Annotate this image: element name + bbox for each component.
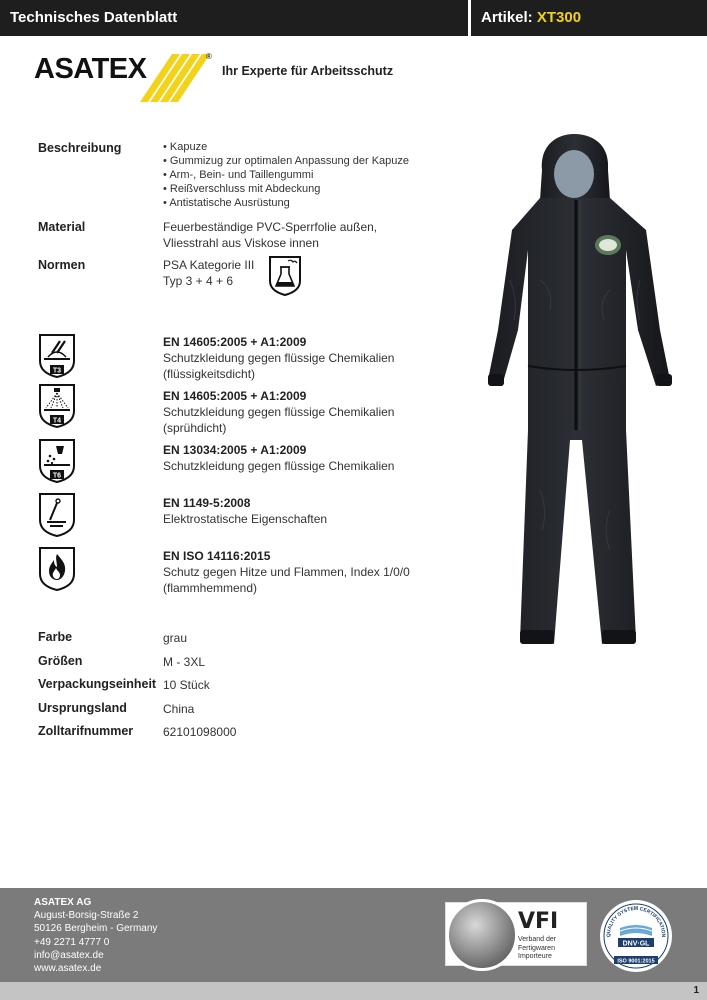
logo-stripes-icon <box>140 54 210 102</box>
material-line: Feuerbeständige PVC-Sperrfolie außen, <box>163 220 378 234</box>
email-link[interactable]: info@asatex.de <box>34 949 104 961</box>
type-badge: T3 <box>52 367 62 375</box>
cert-desc-line: Elektrostatische Eigenschaften <box>163 512 328 526</box>
spec-label: Verpackungseinheit <box>38 677 157 691</box>
type-badge: T4 <box>52 417 62 425</box>
footer <box>0 888 707 982</box>
phone-number: +49 2271 4777 0 <box>34 936 110 948</box>
cert-desc-line: (flammhemmend) <box>163 581 258 595</box>
description-item: • Gummizug zur optimalen Anpassung der Kapuze <box>163 154 409 168</box>
dnv-top-text: QUALITY SYSTEM CERTIFICATION <box>605 906 667 938</box>
label-beschreibung: Beschreibung <box>38 141 122 155</box>
cert-description <box>163 511 327 527</box>
description-item: • Arm-, Bein- und Taillengummi <box>163 168 409 182</box>
spec-value: grau <box>163 631 188 645</box>
cert-description <box>163 458 394 474</box>
cert-desc-line: Schutzkleidung gegen flüssige Chemikalien <box>163 405 395 419</box>
address-city: 50126 Bergheim - Germany <box>34 923 158 935</box>
vfi-line: Verband der <box>518 936 557 943</box>
article-code: XT300 <box>536 9 582 26</box>
label-material: Material <box>38 220 86 234</box>
address-street: August-Borsig-Straße 2 <box>34 910 139 922</box>
page-footer-bar <box>0 982 707 1000</box>
vfi-wordmark: VFI <box>518 909 559 934</box>
cert-title: EN 13034:2005 + A1:2009 <box>163 443 307 457</box>
type-badge: T6 <box>52 472 62 480</box>
cert-title: EN ISO 14116:2015 <box>163 549 271 563</box>
vfi-description <box>518 936 556 962</box>
tagline: Ihr Experte für Arbeitsschutz <box>222 64 394 78</box>
type4-spray-icon <box>38 383 76 429</box>
coverall-product-image <box>470 130 690 670</box>
vfi-line: Importeure <box>518 953 552 960</box>
dnv-certification-seal <box>598 898 674 974</box>
cert-desc-line: Schutzkleidung gegen flüssige Chemikalien <box>163 351 395 365</box>
electrostatic-icon <box>38 492 76 538</box>
cert-title: EN 1149-5:2008 <box>163 496 251 510</box>
website-link[interactable]: www.asatex.de <box>34 963 102 975</box>
asatex-logo <box>34 50 214 105</box>
spec-label: Größen <box>38 654 83 668</box>
spec-value: 62101098000 <box>163 725 237 739</box>
cert-title: EN 14605:2005 + A1:2009 <box>163 335 307 349</box>
description-item: • Reißverschluss mit Abdeckung <box>163 182 409 196</box>
dnv-name: DNV·GL <box>622 940 650 948</box>
material-value <box>163 219 377 251</box>
normen-value <box>163 257 254 289</box>
cert-description <box>163 404 394 436</box>
page-number: 1 <box>693 985 699 996</box>
type6-splash-icon <box>38 438 76 484</box>
type3-chemical-icon <box>38 333 76 379</box>
header-bar <box>0 0 707 36</box>
spec-label: Farbe <box>38 630 73 644</box>
cert-title: EN 14605:2005 + A1:2009 <box>163 389 307 403</box>
document-title: Technisches Datenblatt <box>10 9 178 26</box>
normen-line: PSA Kategorie III <box>163 258 255 272</box>
label-normen: Normen <box>38 258 86 272</box>
spec-value: China <box>163 702 195 716</box>
description-item: • Antistatische Ausrüstung <box>163 196 409 210</box>
cert-desc-line: Schutz gegen Hitze und Flammen, Index 1/0/0 <box>163 565 410 579</box>
flame-icon <box>38 546 76 592</box>
dnv-iso: ISO 9001:2015 <box>617 958 655 965</box>
globe-icon <box>446 899 518 971</box>
article-label <box>481 9 581 26</box>
header-divider <box>468 0 471 36</box>
chemical-protection-icon <box>268 255 302 297</box>
cert-desc-line: Schutzkleidung gegen flüssige Chemikalien <box>163 459 395 473</box>
cert-desc-line: (flüssigkeitsdicht) <box>163 367 256 381</box>
cert-desc-line: (sprühdicht) <box>163 421 227 435</box>
spec-label: Ursprungsland <box>38 701 127 715</box>
description-item: • Kapuze <box>163 140 409 154</box>
normen-line: Typ 3 + 4 + 6 <box>163 274 234 288</box>
company-address <box>34 896 157 975</box>
vfi-logo <box>445 902 587 966</box>
spec-value: 10 Stück <box>163 678 210 692</box>
cert-description <box>163 350 394 382</box>
spec-value: M - 3XL <box>163 655 206 669</box>
description-list <box>163 140 409 210</box>
logo-registered: ® <box>206 52 212 61</box>
vfi-line: Fertigwaren <box>518 944 555 952</box>
company-name: ASATEX AG <box>34 897 92 908</box>
article-label-text: Artikel: <box>481 9 533 26</box>
logo-wordmark: ASATEX <box>34 53 147 85</box>
material-line: Vliesstrahl aus Viskose innen <box>163 236 319 250</box>
spec-label: Zolltarifnummer <box>38 724 134 738</box>
cert-description <box>163 564 410 596</box>
